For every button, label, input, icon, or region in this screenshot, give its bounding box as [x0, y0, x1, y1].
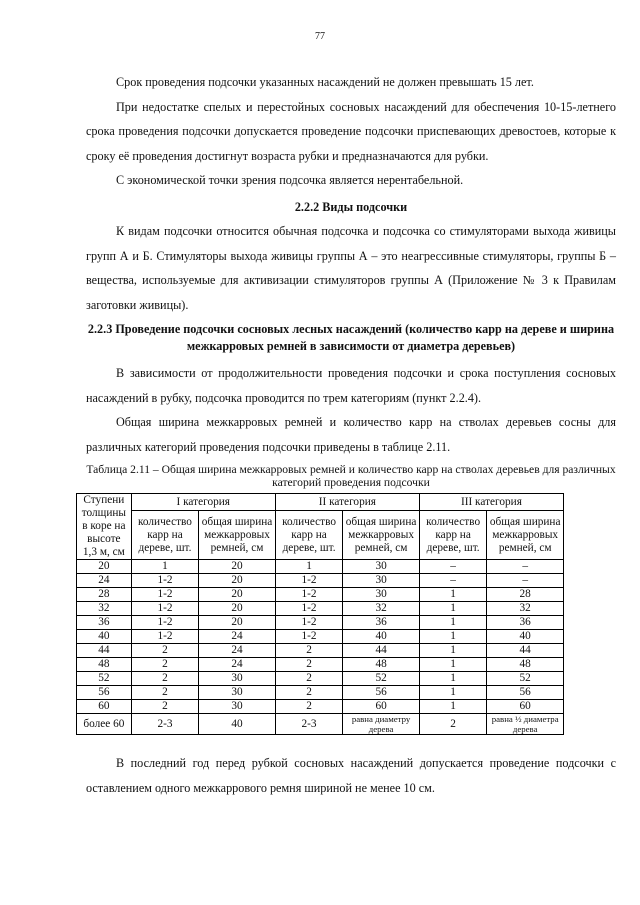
table-cell: 24: [77, 574, 132, 588]
table-cell: 1: [419, 672, 486, 686]
column-header: количество карр на дереве, шт.: [131, 511, 198, 560]
table-cell: 30: [343, 560, 420, 574]
table-row: [77, 588, 564, 602]
table-cell: 1: [419, 588, 486, 602]
table-cell: 1-2: [131, 574, 198, 588]
data-table: [76, 493, 564, 735]
table-cell: 1-2: [275, 602, 342, 616]
paragraph: К видам подсочки относится обычная подсочка и подсочка со стимуляторами выхода живицы групп А и Б. Стимуляторы выхода живицы группы А – это неагрессивные стимуляторы, группы Б – вещества, используемые для активизации стимуляторов группы А (Приложение № 3 к Правилам заготовки живицы).: [86, 224, 616, 312]
table-cell: 30: [199, 672, 276, 686]
table-cell: равна ½ диаметра дерева: [487, 714, 564, 735]
page-number: 77: [315, 31, 325, 42]
table-cell: 2: [275, 700, 342, 714]
table-cell: 44: [487, 644, 564, 658]
table-cell: 56: [487, 686, 564, 700]
table-cell: более 60: [77, 714, 132, 735]
table-cell: 1-2: [131, 602, 198, 616]
table-cell: 48: [77, 658, 132, 672]
table-cell: 60: [487, 700, 564, 714]
table-cell: 1-2: [131, 616, 198, 630]
table-row: [77, 700, 564, 714]
table-row: [77, 574, 564, 588]
table-cell: 1: [419, 616, 486, 630]
table-cell: –: [487, 574, 564, 588]
table-cell: 1: [419, 644, 486, 658]
table-cell: 52: [343, 672, 420, 686]
table-cell: 24: [199, 644, 276, 658]
paragraph: С экономической точки зрения подсочка является нерентабельной.: [116, 173, 464, 187]
column-header: общая ширина межкарровых ремней, см: [487, 511, 564, 560]
table-cell: 36: [487, 616, 564, 630]
table-cell: –: [487, 560, 564, 574]
table-cell: –: [419, 574, 486, 588]
section-heading: 2.2.2 Виды подсочки: [294, 199, 408, 214]
table-cell: 44: [343, 644, 420, 658]
section-heading: 2.2.3 Проведение подсочки сосновых лесных насаждений (количество карр на дереве и ширина межкарровых ремней в зависимости от диаметра деревьев): [87, 322, 615, 353]
table-cell: 32: [343, 602, 420, 616]
table-cell: 28: [487, 588, 564, 602]
table-cell: 40: [487, 630, 564, 644]
table-cell: 30: [343, 574, 420, 588]
table-cell: 52: [487, 672, 564, 686]
table-cell: 1: [419, 602, 486, 616]
table-row: [77, 672, 564, 686]
table-row: [77, 630, 564, 644]
table-cell: 20: [77, 560, 132, 574]
category-header: II категория: [275, 494, 419, 511]
table-cell: 48: [343, 658, 420, 672]
table-cell: 1: [275, 560, 342, 574]
category-header: I категория: [131, 494, 275, 511]
table-cell: 1-2: [275, 616, 342, 630]
table-cell: 20: [199, 602, 276, 616]
table-header-row: [77, 494, 564, 511]
table-cell: 20: [199, 560, 276, 574]
table-row: [77, 560, 564, 574]
table-row: [77, 644, 564, 658]
paragraph: При недостатке спелых и перестойных сосновых насаждений для обеспечения 10-15-летнего срока проведения подсочки допускается проведение подсочки приспевающих древостоев, которые к сроку её проведения достигнут возраста рубки и предназначаются для рубки.: [86, 99, 616, 163]
table-cell: 30: [199, 700, 276, 714]
table-cell: 20: [199, 588, 276, 602]
column-header: количество карр на дереве, шт.: [419, 511, 486, 560]
table-cell: 1: [419, 658, 486, 672]
table-subheader-row: [77, 511, 564, 560]
table-cell: 30: [343, 588, 420, 602]
table-cell: 2: [131, 686, 198, 700]
table-cell: 40: [343, 630, 420, 644]
paragraph: Срок проведения подсочки указанных насаждений не должен превышать 15 лет.: [116, 75, 534, 89]
column-header: Ступени толщины в коре на высоте 1,3 м, см: [77, 494, 132, 560]
paragraph: В зависимости от продолжительности проведения подсочки и срока поступления сосновых насаждений в рубку, подсочка проводится по трем категориям (пункт 2.2.4).: [86, 366, 616, 405]
table-cell: 32: [487, 602, 564, 616]
table-caption: Таблица 2.11 – Общая ширина межкарровых ремней и количество карр на стволах деревьев для различных категорий проведения подсочки: [86, 463, 616, 489]
table-cell: 1-2: [275, 574, 342, 588]
table-cell: 30: [199, 686, 276, 700]
paragraph: В последний год перед рубкой сосновых насаждений допускается проведение подсочки с оставлением одного межкаррового ремня шириной не менее 10 см.: [86, 756, 616, 795]
table-cell: 40: [199, 714, 276, 735]
table-cell: 36: [77, 616, 132, 630]
table-cell: 40: [77, 630, 132, 644]
table-row: [77, 714, 564, 735]
column-header: количество карр на дереве, шт.: [275, 511, 342, 560]
table-cell: 20: [199, 574, 276, 588]
table-cell: 44: [77, 644, 132, 658]
table-cell: 2: [131, 672, 198, 686]
table-cell: 1: [419, 686, 486, 700]
table-cell: 60: [77, 700, 132, 714]
table-cell: 2: [275, 658, 342, 672]
table-cell: 24: [199, 658, 276, 672]
table-cell: 1: [419, 630, 486, 644]
table-cell: 32: [77, 602, 132, 616]
table-cell: 2: [131, 644, 198, 658]
paragraph: Общая ширина межкарровых ремней и количество карр на стволах деревьев сосны для различных категорий проведения подсочки приведены в таблице 2.11.: [86, 415, 616, 454]
table-row: [77, 616, 564, 630]
table-row: [77, 686, 564, 700]
table-cell: 1-2: [131, 588, 198, 602]
table-cell: 24: [199, 630, 276, 644]
category-header: III категория: [419, 494, 563, 511]
table-cell: 2-3: [131, 714, 198, 735]
table-cell: 2: [275, 644, 342, 658]
table-cell: 2: [131, 700, 198, 714]
table-cell: 2: [275, 672, 342, 686]
table-cell: 36: [343, 616, 420, 630]
table-cell: 1-2: [275, 588, 342, 602]
table-cell: 20: [199, 616, 276, 630]
table-cell: 28: [77, 588, 132, 602]
table-cell: 1: [419, 700, 486, 714]
table-row: [77, 658, 564, 672]
column-header: общая ширина межкарровых ремней, см: [343, 511, 420, 560]
table-cell: 2-3: [275, 714, 342, 735]
table-cell: равна диаметру дерева: [343, 714, 420, 735]
table-cell: –: [419, 560, 486, 574]
document-body: [81, 70, 616, 800]
table-cell: 56: [343, 686, 420, 700]
table-cell: 1-2: [131, 630, 198, 644]
table-cell: 2: [419, 714, 486, 735]
table-cell: 1: [131, 560, 198, 574]
table-row: [77, 602, 564, 616]
table-cell: 52: [77, 672, 132, 686]
table-cell: 1-2: [275, 630, 342, 644]
table-cell: 2: [275, 686, 342, 700]
table-cell: 60: [343, 700, 420, 714]
table-cell: 56: [77, 686, 132, 700]
table-cell: 48: [487, 658, 564, 672]
table-cell: 2: [131, 658, 198, 672]
column-header: общая ширина межкарровых ремней, см: [199, 511, 276, 560]
